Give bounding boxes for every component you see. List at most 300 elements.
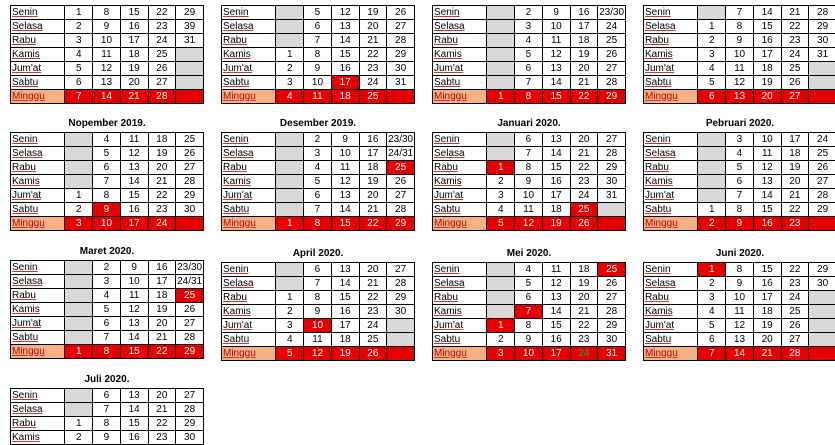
date-cell — [809, 333, 835, 347]
date-cell: 7 — [304, 277, 332, 291]
date-cell: 16 — [753, 217, 781, 231]
date-cell: 23 — [570, 175, 598, 189]
date-cell: 26 — [598, 277, 626, 291]
date-cell: 13 — [331, 20, 359, 34]
date-cell: 13 — [753, 175, 781, 189]
date-cell: 5 — [487, 217, 515, 231]
date-cell: 23 — [781, 277, 809, 291]
date-cell: 17 — [120, 34, 148, 48]
holiday-cell: 1 — [487, 161, 515, 175]
date-cell: 24 — [570, 347, 598, 361]
calendar-april-2020 — [221, 246, 415, 361]
calendar-maret-2020 — [10, 244, 204, 359]
date-cell: 14 — [331, 277, 359, 291]
date-cell: 30 — [387, 305, 415, 319]
date-cell: 27 — [387, 263, 415, 277]
date-cell: 8 — [304, 291, 332, 305]
date-cell: 4 — [726, 147, 754, 161]
date-cell: 3 — [276, 76, 304, 90]
date-cell: 16 — [331, 62, 359, 76]
month-title: Januari 2020. — [497, 118, 561, 129]
date-cell: 29 — [809, 263, 835, 277]
date-cell: 29 — [598, 90, 626, 104]
day-label: Minggu — [433, 347, 487, 361]
day-label: Sabtu — [644, 333, 698, 347]
date-cell: 10 — [515, 347, 543, 361]
calendar-month-2 — [221, 0, 415, 104]
date-cell: 13 — [331, 189, 359, 203]
date-cell: 7 — [304, 34, 332, 48]
date-cell: 31 — [176, 34, 204, 48]
calendar-month-3 — [432, 0, 626, 104]
date-cell: 26 — [176, 147, 204, 161]
date-cell: 14 — [753, 6, 781, 20]
date-cell: 18 — [781, 147, 809, 161]
day-label: Rabu — [644, 161, 698, 175]
date-cell: 30 — [598, 175, 626, 189]
date-cell: 4 — [698, 305, 726, 319]
day-label: Selasa — [433, 20, 487, 34]
date-cell: 14 — [542, 305, 570, 319]
date-cell: 20 — [148, 389, 176, 403]
date-cell: 26 — [387, 6, 415, 20]
date-cell: 1 — [65, 417, 93, 431]
day-label: Senin — [644, 6, 698, 20]
date-cell: 9 — [93, 431, 121, 445]
date-cell: 7 — [93, 403, 121, 417]
date-cell: 22 — [148, 345, 176, 359]
date-cell: 13 — [120, 317, 148, 331]
holiday-cell: 9 — [93, 203, 121, 217]
date-cell: 6 — [515, 291, 543, 305]
date-cell: 11 — [515, 203, 543, 217]
date-cell: 15 — [753, 263, 781, 277]
day-label: Sabtu — [433, 333, 487, 347]
date-cell: 5 — [698, 319, 726, 333]
date-cell: 2 — [65, 431, 93, 445]
date-cell: 12 — [304, 347, 332, 361]
date-cell: 28 — [387, 34, 415, 48]
date-cell: 8 — [726, 263, 754, 277]
date-cell: 20 — [753, 90, 781, 104]
date-cell: 22 — [148, 417, 176, 431]
date-cell: 14 — [753, 189, 781, 203]
date-cell — [65, 331, 93, 345]
day-label: Jum'at — [433, 319, 487, 333]
date-cell: 13 — [542, 62, 570, 76]
day-label: Jum'at — [11, 317, 65, 331]
date-cell: 12 — [93, 62, 121, 76]
date-cell: 17 — [359, 147, 387, 161]
date-cell: 27 — [176, 389, 204, 403]
date-cell: 19 — [753, 76, 781, 90]
date-cell: 19 — [331, 347, 359, 361]
calendar-juni-2020 — [643, 246, 835, 361]
date-cell: 19 — [359, 175, 387, 189]
date-cell: 24/31 — [388, 147, 414, 159]
date-cell: 22 — [148, 189, 176, 203]
date-cell — [698, 133, 726, 147]
date-cell: 17 — [542, 189, 570, 203]
day-label: Kamis — [11, 303, 65, 317]
date-cell: 27 — [387, 20, 415, 34]
date-cell: 21 — [359, 203, 387, 217]
date-cell: 4 — [276, 333, 304, 347]
date-cell: 27 — [781, 90, 809, 104]
day-label: Senin — [222, 6, 276, 20]
date-cell: 24 — [809, 133, 835, 147]
date-cell: 10 — [726, 48, 754, 62]
date-cell: 8 — [93, 6, 121, 20]
date-cell: 29 — [809, 20, 835, 34]
date-cell — [387, 90, 415, 104]
date-cell: 16 — [753, 277, 781, 291]
day-label: Minggu — [11, 90, 65, 104]
date-cell: 2 — [487, 333, 515, 347]
date-cell: 1 — [65, 345, 93, 359]
date-cell: 4 — [304, 161, 332, 175]
date-cell: 22 — [359, 217, 387, 231]
date-cell: 19 — [781, 161, 809, 175]
date-cell: 10 — [304, 76, 332, 90]
date-cell — [65, 289, 93, 303]
day-label: Minggu — [222, 347, 276, 361]
date-cell: 31 — [809, 48, 835, 62]
date-cell: 10 — [331, 147, 359, 161]
date-cell: 19 — [120, 62, 148, 76]
day-label: Jum'at — [222, 319, 276, 333]
month-title: Mei 2020. — [506, 248, 552, 259]
date-cell — [698, 175, 726, 189]
date-cell: 6 — [304, 189, 332, 203]
holiday-cell: 10 — [304, 319, 332, 333]
date-cell: 15 — [120, 417, 148, 431]
date-cell: 22 — [781, 203, 809, 217]
day-label: Senin — [433, 263, 487, 277]
date-cell: 29 — [387, 48, 415, 62]
date-cell: 6 — [515, 133, 543, 147]
date-cell: 23/30 — [177, 261, 203, 273]
day-label: Selasa — [644, 20, 698, 34]
calendar-table — [10, 5, 204, 104]
date-cell — [487, 277, 515, 291]
date-cell: 25 — [781, 62, 809, 76]
date-cell: 17 — [148, 275, 176, 289]
day-label: Minggu — [644, 90, 698, 104]
date-cell: 26 — [598, 48, 626, 62]
calendar-table — [221, 5, 415, 104]
date-cell: 13 — [726, 90, 754, 104]
date-cell: 17 — [542, 347, 570, 361]
date-cell — [276, 175, 304, 189]
day-label: Selasa — [11, 20, 65, 34]
date-cell: 12 — [542, 48, 570, 62]
day-label: Senin — [11, 6, 65, 20]
date-cell — [598, 203, 626, 217]
day-label: Kamis — [222, 305, 276, 319]
date-cell: 14 — [120, 331, 148, 345]
calendar-mei-2020 — [432, 246, 626, 361]
date-cell: 2 — [698, 34, 726, 48]
month-title: Desember 2019. — [279, 118, 357, 129]
day-label: Minggu — [11, 217, 65, 231]
date-cell: 29 — [598, 161, 626, 175]
date-cell: 18 — [148, 133, 176, 147]
date-cell: 28 — [809, 189, 835, 203]
date-cell: 10 — [120, 275, 148, 289]
date-cell: 17 — [331, 319, 359, 333]
date-cell — [387, 333, 415, 347]
date-cell — [176, 62, 204, 76]
date-cell: 21 — [570, 76, 598, 90]
calendar-table — [10, 260, 204, 359]
date-cell: 21 — [148, 331, 176, 345]
date-cell: 5 — [304, 175, 332, 189]
date-cell: 26 — [809, 161, 835, 175]
date-cell: 23 — [359, 62, 387, 76]
date-cell — [809, 76, 835, 90]
date-cell: 18 — [148, 289, 176, 303]
holiday-cell: 25 — [387, 161, 415, 175]
date-cell: 23 — [148, 20, 176, 34]
date-cell: 4 — [65, 48, 93, 62]
date-cell: 5 — [93, 147, 121, 161]
date-cell: 10 — [515, 189, 543, 203]
date-cell: 28 — [598, 305, 626, 319]
day-label: Sabtu — [222, 333, 276, 347]
date-cell: 16 — [570, 6, 598, 20]
date-cell: 1 — [65, 189, 93, 203]
date-cell: 2 — [276, 305, 304, 319]
date-cell: 28 — [387, 277, 415, 291]
date-cell — [487, 48, 515, 62]
day-label: Sabtu — [644, 76, 698, 90]
day-label: Sabtu — [11, 203, 65, 217]
date-cell: 27 — [387, 189, 415, 203]
date-cell: 3 — [65, 217, 93, 231]
calendar-month-1 — [10, 0, 204, 104]
date-cell: 39 — [176, 20, 204, 34]
date-cell: 29 — [387, 217, 415, 231]
day-label: Selasa — [644, 277, 698, 291]
date-cell — [176, 48, 204, 62]
date-cell: 25 — [598, 34, 626, 48]
date-cell: 18 — [570, 34, 598, 48]
date-cell — [698, 6, 726, 20]
date-cell: 6 — [698, 333, 726, 347]
date-cell: 4 — [515, 263, 543, 277]
date-cell: 25 — [359, 90, 387, 104]
day-label: Selasa — [644, 147, 698, 161]
date-cell — [176, 90, 204, 104]
date-cell: 1 — [276, 217, 304, 231]
date-cell: 21 — [570, 147, 598, 161]
day-label: Jum'at — [222, 189, 276, 203]
date-cell: 10 — [93, 217, 121, 231]
date-cell: 29 — [176, 189, 204, 203]
day-label: Jum'at — [222, 62, 276, 76]
date-cell: 7 — [726, 189, 754, 203]
date-cell: 8 — [93, 189, 121, 203]
day-label: Kamis — [222, 48, 276, 62]
month-title: Juli 2020. — [84, 374, 130, 385]
date-cell: 24 — [781, 291, 809, 305]
day-label: Minggu — [222, 217, 276, 231]
date-cell — [487, 6, 515, 20]
date-cell: 23 — [781, 217, 809, 231]
date-cell — [387, 347, 415, 361]
month-title: Maret 2020. — [79, 246, 135, 257]
calendar-table — [643, 262, 835, 361]
date-cell — [65, 261, 93, 275]
day-label: Selasa — [433, 277, 487, 291]
day-label: Rabu — [433, 161, 487, 175]
date-cell: 5 — [698, 76, 726, 90]
date-cell: 13 — [120, 389, 148, 403]
calendar-table — [221, 262, 415, 361]
month-title: Pebruari 2020. — [705, 118, 775, 129]
calendar-desember-2019 — [221, 116, 415, 231]
date-cell: 29 — [176, 6, 204, 20]
date-cell: 6 — [515, 62, 543, 76]
date-cell: 26 — [387, 175, 415, 189]
date-cell — [487, 263, 515, 277]
date-cell: 23 — [359, 305, 387, 319]
date-cell: 21 — [753, 347, 781, 361]
day-label: Kamis — [11, 48, 65, 62]
date-cell: 22 — [359, 291, 387, 305]
date-cell: 20 — [753, 333, 781, 347]
date-cell: 3 — [698, 48, 726, 62]
date-cell: 12 — [331, 175, 359, 189]
day-label: Jum'at — [11, 189, 65, 203]
date-cell: 7 — [65, 90, 93, 104]
date-cell: 16 — [120, 203, 148, 217]
date-cell — [276, 277, 304, 291]
date-cell: 12 — [120, 303, 148, 317]
date-cell: 12 — [515, 217, 543, 231]
date-cell: 16 — [542, 175, 570, 189]
date-cell: 15 — [331, 48, 359, 62]
date-cell: 17 — [753, 291, 781, 305]
date-cell: 26 — [781, 319, 809, 333]
date-cell: 16 — [753, 34, 781, 48]
day-label: Senin — [433, 6, 487, 20]
date-cell: 7 — [93, 331, 121, 345]
date-cell: 22 — [148, 6, 176, 20]
date-cell: 2 — [515, 6, 543, 20]
date-cell: 11 — [120, 289, 148, 303]
date-cell: 20 — [359, 20, 387, 34]
date-cell — [487, 76, 515, 90]
date-cell: 5 — [276, 347, 304, 361]
date-cell: 27 — [148, 76, 176, 90]
date-cell: 18 — [753, 305, 781, 319]
date-cell: 2 — [698, 277, 726, 291]
date-cell: 4 — [276, 90, 304, 104]
date-cell: 7 — [93, 175, 121, 189]
date-cell: 20 — [148, 161, 176, 175]
date-cell: 4 — [487, 203, 515, 217]
date-cell: 6 — [93, 317, 121, 331]
month-title: Nopember 2019. — [68, 118, 146, 129]
date-cell: 12 — [542, 277, 570, 291]
date-cell: 30 — [176, 203, 204, 217]
date-cell — [487, 62, 515, 76]
date-cell: 24 — [359, 319, 387, 333]
date-cell — [487, 133, 515, 147]
date-cell: 3 — [515, 20, 543, 34]
date-cell: 1 — [65, 6, 93, 20]
day-label: Kamis — [644, 175, 698, 189]
holiday-cell: 1 — [698, 263, 726, 277]
date-cell: 16 — [120, 431, 148, 445]
holiday-cell: 25 — [570, 203, 598, 217]
date-cell: 23/30 — [388, 133, 414, 145]
date-cell — [65, 161, 93, 175]
date-cell: 28 — [781, 347, 809, 361]
date-cell: 18 — [359, 161, 387, 175]
date-cell: 31 — [598, 189, 626, 203]
calendar-juli-2020 — [10, 372, 204, 445]
date-cell — [809, 319, 835, 333]
holiday-cell: 1 — [487, 319, 515, 333]
date-cell: 18 — [753, 62, 781, 76]
date-cell: 26 — [148, 62, 176, 76]
date-cell: 14 — [120, 175, 148, 189]
date-cell: 9 — [304, 305, 332, 319]
calendar-table — [643, 132, 835, 231]
date-cell — [276, 34, 304, 48]
date-cell: 7 — [304, 203, 332, 217]
date-cell: 24 — [148, 34, 176, 48]
date-cell: 26 — [176, 303, 204, 317]
day-label: Kamis — [222, 175, 276, 189]
day-label: Senin — [644, 263, 698, 277]
date-cell: 14 — [331, 203, 359, 217]
date-cell: 15 — [753, 203, 781, 217]
calendar-month-4 — [643, 0, 835, 104]
date-cell: 22 — [781, 20, 809, 34]
date-cell: 14 — [93, 90, 121, 104]
date-cell: 17 — [570, 20, 598, 34]
day-label: Jum'at — [433, 189, 487, 203]
date-cell: 23 — [148, 431, 176, 445]
date-cell: 4 — [515, 34, 543, 48]
date-cell: 11 — [120, 133, 148, 147]
date-cell: 17 — [781, 133, 809, 147]
date-cell: 9 — [331, 133, 359, 147]
date-cell: 6 — [304, 263, 332, 277]
date-cell: 22 — [781, 263, 809, 277]
date-cell: 23 — [570, 333, 598, 347]
day-label: Sabtu — [222, 203, 276, 217]
date-cell: 14 — [726, 347, 754, 361]
date-cell: 9 — [542, 6, 570, 20]
date-cell — [387, 319, 415, 333]
month-title: April 2020. — [292, 248, 344, 259]
day-label: Jum'at — [11, 62, 65, 76]
calendar-januari-2020 — [432, 116, 626, 231]
date-cell: 20 — [359, 189, 387, 203]
date-cell: 1 — [276, 48, 304, 62]
day-label: Rabu — [222, 291, 276, 305]
date-cell: 2 — [93, 261, 121, 275]
date-cell: 10 — [726, 291, 754, 305]
date-cell — [809, 62, 835, 76]
date-cell: 2 — [65, 20, 93, 34]
date-cell: 7 — [515, 147, 543, 161]
